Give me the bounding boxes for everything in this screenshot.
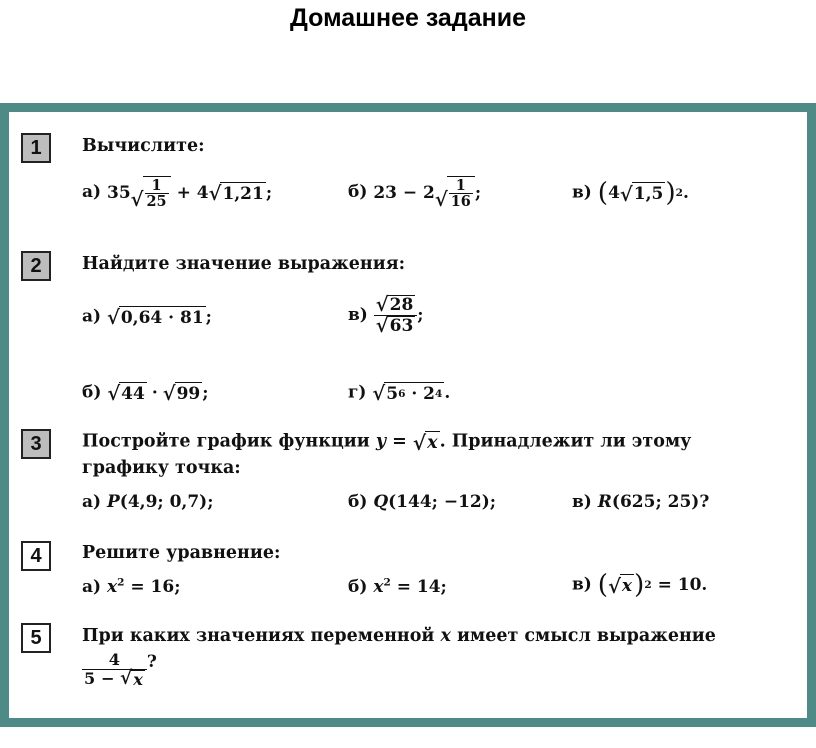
radical: √ 1,5	[619, 182, 664, 206]
punct: ;	[417, 305, 424, 326]
radical: √ 1,21	[208, 182, 264, 206]
task-number-3: 3	[21, 429, 51, 459]
task-2-heading: Найдите значение выражения:	[82, 254, 406, 274]
task-3b: б) Q(144; −12);	[348, 492, 497, 512]
coefficient: 35	[106, 182, 131, 203]
task-2a	[82, 306, 212, 328]
item-label: а)	[82, 182, 102, 203]
page-title: Домашнее задание	[290, 4, 526, 32]
punct: ;	[265, 182, 273, 203]
task-3-line-1: Постройте график функции y = √ x . Принадлежит ли этому	[82, 430, 692, 455]
item-label: б)	[82, 382, 102, 403]
task-number-4: 4	[21, 541, 51, 571]
task-1c: в) ( 4 √ 1,5 ) 2 .	[572, 178, 689, 208]
radical: √ 99	[162, 382, 201, 406]
item-label: б)	[348, 182, 368, 203]
punct: ;	[202, 383, 209, 403]
task-2c	[348, 295, 424, 336]
coefficient: 4	[608, 183, 620, 204]
operator: ·	[151, 383, 158, 403]
punct: .	[444, 383, 451, 403]
task-1-heading: Вычислите:	[82, 136, 205, 156]
task-3a: а) P(4,9; 0,7);	[82, 492, 214, 512]
punct: ;	[474, 182, 482, 203]
task-4b: б) $x^2 = 14$;	[348, 576, 447, 597]
punct: ;	[205, 307, 212, 327]
operator: + 4	[176, 182, 209, 203]
task-3c: в) R(625; 25)?	[572, 492, 710, 512]
task-3-line-2: графику точка:	[82, 458, 241, 478]
fraction: √ 28 √ 63	[374, 295, 418, 336]
radical: √ 0,64 · 81	[106, 306, 204, 330]
radical: √ 5 6 · 2 4	[372, 382, 443, 406]
radical: √ 44	[107, 382, 145, 406]
radical: √ $\frac{1}{16}$	[435, 176, 475, 209]
fraction: $\frac{1}{16}$	[450, 177, 471, 211]
punct: .	[682, 183, 689, 204]
item-label: в)	[348, 304, 368, 325]
task-2d	[348, 382, 450, 404]
fraction: $\frac{1}{25}$	[146, 177, 167, 211]
task-number-1: 1	[21, 133, 51, 163]
expression: 23 − 2	[373, 182, 435, 203]
task-4c: в) ( √ x ) 2 = 10.	[572, 570, 708, 600]
radical: √ $\frac{1}{25}$	[131, 176, 171, 209]
task-4-heading: Решите уравнение:	[82, 543, 281, 563]
item-label: г)	[348, 382, 367, 403]
task-1a	[82, 176, 272, 209]
task-1b	[348, 176, 481, 209]
item-label: а)	[82, 306, 102, 327]
item-label: в)	[572, 182, 592, 203]
task-number-5: 5	[21, 623, 51, 653]
task-5-expression: 4 5 − √ x ?	[84, 650, 157, 690]
task-2b	[82, 382, 209, 404]
task-4a: а) $x^2 = 16$;	[82, 576, 181, 597]
task-number-2: 2	[21, 251, 51, 281]
task-5-line-1: При каких значениях переменной x имеет смысл выражение	[82, 626, 716, 646]
